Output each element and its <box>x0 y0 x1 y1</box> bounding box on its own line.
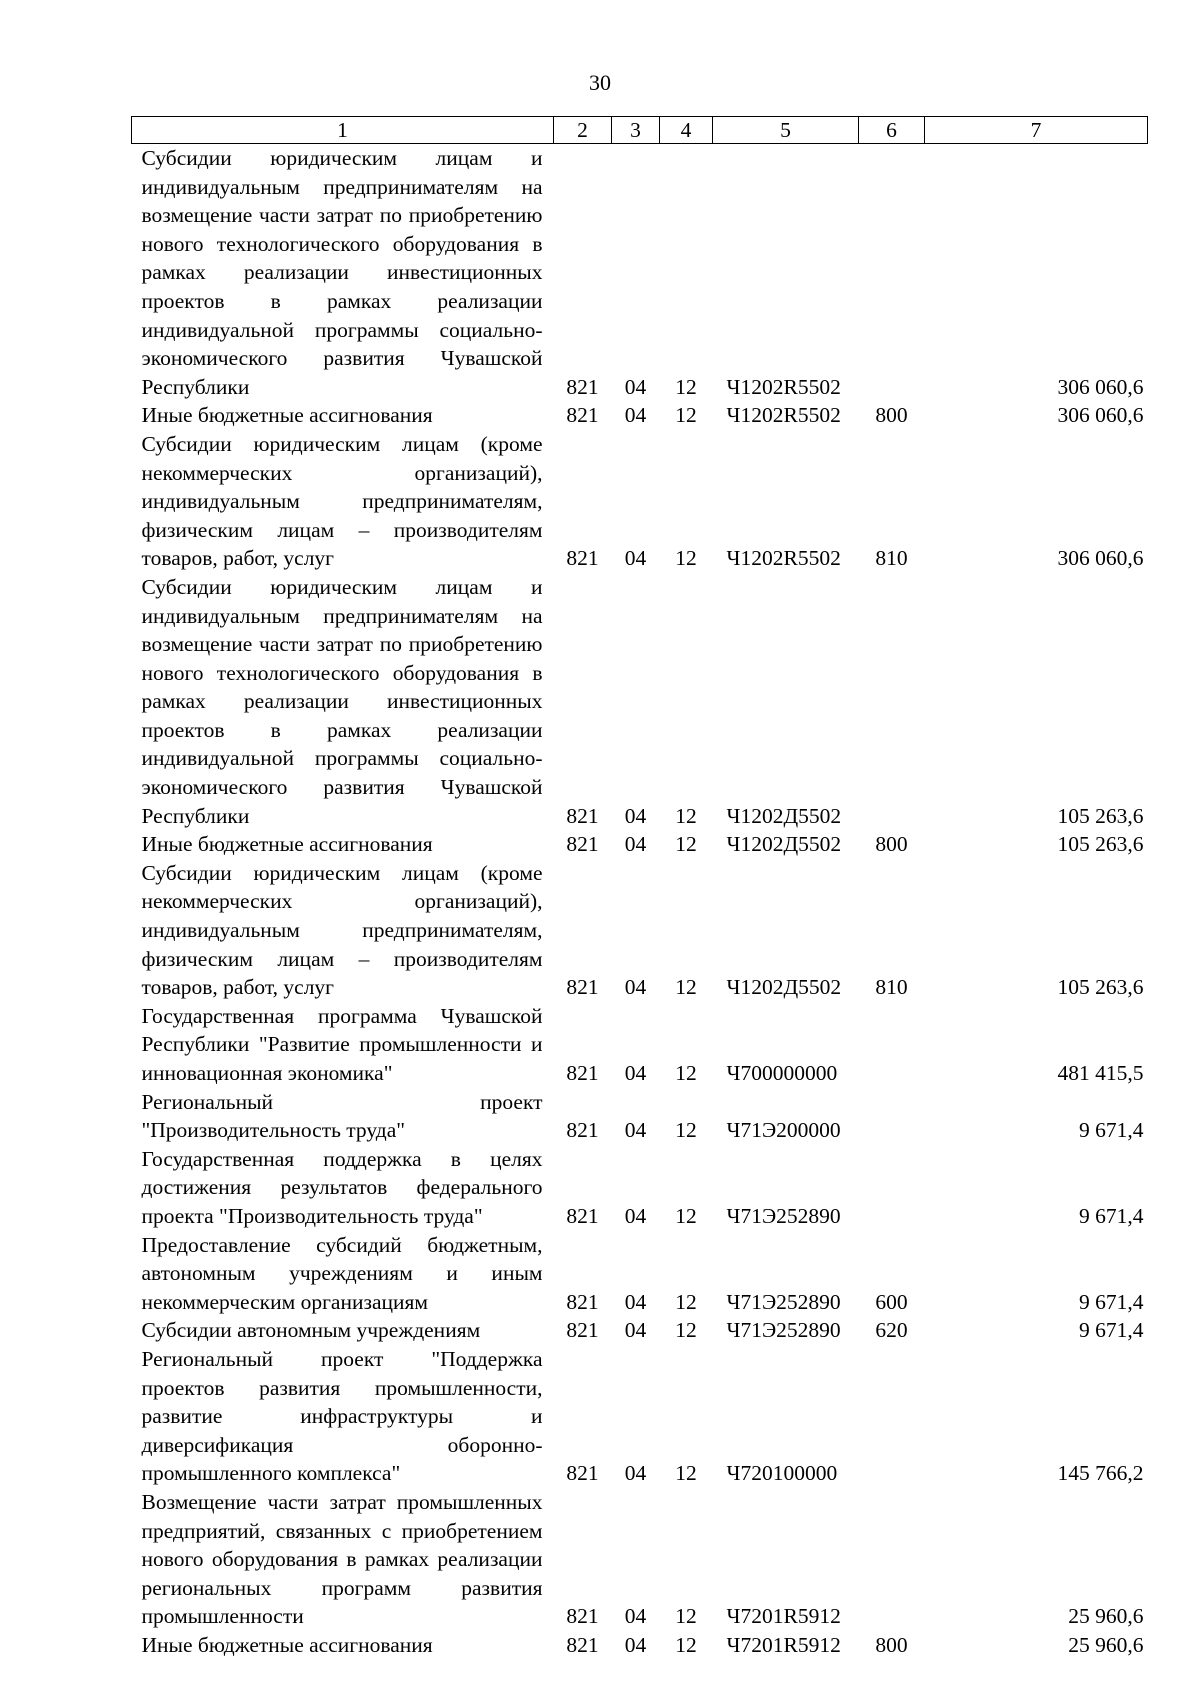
row-expense-type-cell: 810 <box>875 975 908 1000</box>
row-section-cell: 04 <box>624 832 647 857</box>
row-amount-cell: 105 263,6 <box>1057 803 1144 828</box>
row-expense-type-cell <box>859 573 925 830</box>
row-target-article-cell: Ч1202Д5502 <box>726 832 842 857</box>
row-subsection-cell: 12 <box>675 1318 697 1343</box>
row-name-cell: Предоставление субсидий бюджетным, автономным учреждениям и иным некоммерческим организациям <box>141 1232 543 1314</box>
budget-table <box>131 116 1148 1659</box>
row-subsection-cell: 12 <box>675 1203 697 1228</box>
row-amount-cell: 9 671,4 <box>1079 1203 1144 1228</box>
row-expense-type-cell <box>859 1145 925 1231</box>
table-row <box>132 144 1148 402</box>
row-section-cell: 04 <box>624 1203 647 1228</box>
row-expense-type-cell: 620 <box>875 1318 908 1343</box>
table-row <box>132 830 1148 859</box>
header-col-2: 2 <box>554 117 612 144</box>
row-section-cell: 04 <box>624 1061 647 1085</box>
row-name-cell: Государственная программа Чувашской Республики "Развитие промышленности и инновационная экономика" <box>141 1003 543 1085</box>
row-code-cell: 821 <box>566 1632 599 1657</box>
row-expense-type-cell: 800 <box>875 832 908 857</box>
table-row <box>132 1088 1148 1145</box>
row-subsection-cell: 12 <box>675 1632 697 1657</box>
row-subsection-cell: 12 <box>675 403 697 428</box>
row-target-article-cell: Ч1202R5502 <box>726 403 841 428</box>
row-amount-cell: 481 415,5 <box>1057 1061 1144 1085</box>
row-code-cell: 821 <box>566 1061 599 1085</box>
row-name-cell: Субсидии юридическим лицам (кроме некоммерческих организаций), индивидуальным предпринимателям, физическим лицам – производителям товаров, работ, услуг <box>141 860 543 1000</box>
row-section-cell: 04 <box>624 1118 647 1143</box>
table-body <box>132 144 1148 1660</box>
row-expense-type-cell <box>859 144 925 402</box>
row-target-article-cell: Ч7201R5912 <box>726 1632 841 1657</box>
row-name-cell: Возмещение части затрат промышленных предприятий, связанных с приобретением нового оборудования в рамках реализации региональных программ развития промышленности <box>141 1489 543 1629</box>
row-code-cell: 821 <box>566 1604 599 1629</box>
table-row <box>132 1316 1148 1345</box>
header-col-5: 5 <box>713 117 859 144</box>
table-row <box>132 1231 1148 1317</box>
row-expense-type-cell <box>859 1345 925 1488</box>
row-target-article-cell: Ч1202R5502 <box>726 374 841 399</box>
row-section-cell: 04 <box>624 975 647 1000</box>
row-target-article-cell: Ч720100000 <box>726 1461 838 1486</box>
row-amount-cell: 145 766,2 <box>1057 1461 1144 1486</box>
table-header <box>132 117 1148 144</box>
row-amount-cell: 306 060,6 <box>1057 546 1144 571</box>
row-amount-cell: 25 960,6 <box>1068 1632 1144 1657</box>
header-col-6: 6 <box>859 117 925 144</box>
row-expense-type-cell: 810 <box>875 546 908 571</box>
row-target-article-cell: Ч71Э252890 <box>726 1289 841 1314</box>
row-subsection-cell: 12 <box>675 1289 697 1314</box>
table-row <box>132 1488 1148 1631</box>
table-row <box>132 859 1148 1002</box>
row-section-cell: 04 <box>624 1289 647 1314</box>
row-code-cell: 821 <box>566 832 599 857</box>
table-row <box>132 1002 1148 1088</box>
row-subsection-cell: 12 <box>675 1604 697 1629</box>
table-row <box>132 430 1148 573</box>
row-section-cell: 04 <box>624 546 647 571</box>
row-name-cell: Иные бюджетные ассигнования <box>141 1632 433 1657</box>
row-name-cell: Иные бюджетные ассигнования <box>141 403 433 428</box>
row-section-cell: 04 <box>624 403 647 428</box>
row-amount-cell: 306 060,6 <box>1057 374 1144 399</box>
row-code-cell: 821 <box>566 374 599 399</box>
row-name-cell: Субсидии автономным учреждениям <box>141 1318 481 1343</box>
page-number: 30 <box>589 70 611 95</box>
row-target-article-cell: Ч1202Д5502 <box>726 975 842 1000</box>
row-subsection-cell: 12 <box>675 546 697 571</box>
row-code-cell: 821 <box>566 803 599 828</box>
row-subsection-cell: 12 <box>675 1118 697 1143</box>
row-target-article-cell: Ч71Э252890 <box>726 1318 841 1343</box>
row-expense-type-cell: 800 <box>875 403 908 428</box>
row-code-cell: 821 <box>566 975 599 1000</box>
header-col-1: 1 <box>132 117 554 144</box>
row-target-article-cell: Ч700000000 <box>726 1061 838 1085</box>
row-target-article-cell: Ч71Э252890 <box>726 1203 841 1228</box>
row-amount-cell: 105 263,6 <box>1057 975 1144 1000</box>
row-section-cell: 04 <box>624 1604 647 1629</box>
table-row <box>132 1145 1148 1231</box>
row-subsection-cell: 12 <box>675 1061 697 1085</box>
header-row <box>132 117 1148 144</box>
row-section-cell: 04 <box>624 374 647 399</box>
table-row <box>132 573 1148 830</box>
row-subsection-cell: 12 <box>675 803 697 828</box>
row-code-cell: 821 <box>566 1118 599 1143</box>
row-expense-type-cell <box>859 1488 925 1631</box>
table-row <box>132 401 1148 430</box>
row-name-cell: Региональный проект "Производительность труда" <box>141 1089 543 1143</box>
header-col-3: 3 <box>612 117 660 144</box>
row-subsection-cell: 12 <box>675 832 697 857</box>
row-amount-cell: 306 060,6 <box>1057 403 1144 428</box>
row-target-article-cell: Ч71Э200000 <box>726 1118 841 1143</box>
row-code-cell: 821 <box>566 546 599 571</box>
row-code-cell: 821 <box>566 403 599 428</box>
row-name-cell: Региональный проект "Поддержка проектов развития промышленности, развитие инфраструктуры и диверсификация оборонно-промышленного комплекса" <box>141 1346 543 1486</box>
table-row <box>132 1345 1148 1488</box>
row-subsection-cell: 12 <box>675 374 697 399</box>
row-amount-cell: 9 671,4 <box>1079 1289 1144 1314</box>
row-amount-cell: 25 960,6 <box>1068 1604 1144 1629</box>
row-name-cell: Субсидии юридическим лицам (кроме некоммерческих организаций), индивидуальным предпринимателям, физическим лицам – производителям товаров, работ, услуг <box>141 431 543 571</box>
row-expense-type-cell <box>859 1088 925 1145</box>
row-code-cell: 821 <box>566 1203 599 1228</box>
row-section-cell: 04 <box>624 803 647 828</box>
row-amount-cell: 9 671,4 <box>1079 1118 1144 1143</box>
row-section-cell: 04 <box>624 1318 647 1343</box>
row-amount-cell: 9 671,4 <box>1079 1318 1144 1343</box>
row-subsection-cell: 12 <box>675 1461 697 1486</box>
row-expense-type-cell: 800 <box>875 1632 908 1657</box>
row-expense-type-cell <box>859 1002 925 1088</box>
row-section-cell: 04 <box>624 1632 647 1657</box>
table-row <box>132 1631 1148 1660</box>
row-name-cell: Иные бюджетные ассигнования <box>141 832 433 857</box>
row-subsection-cell: 12 <box>675 975 697 1000</box>
row-code-cell: 821 <box>566 1318 599 1343</box>
row-code-cell: 821 <box>566 1289 599 1314</box>
row-code-cell: 821 <box>566 1461 599 1486</box>
header-col-7: 7 <box>925 117 1148 144</box>
row-name-cell: Субсидии юридическим лицам и индивидуальным предпринимателям на возмещение части затрат по приобретению нового технологического оборудования в рамках реализации инвестиционных проектов в рамках реализации индивидуальной программы социально-экономического развития Чувашской Республики <box>141 146 543 399</box>
header-col-4: 4 <box>660 117 713 144</box>
row-section-cell: 04 <box>624 1461 647 1486</box>
row-name-cell: Субсидии юридическим лицам и индивидуальным предпринимателям на возмещение части затрат по приобретению нового технологического оборудования в рамках реализации инвестиционных проектов в рамках реализации индивидуальной программы социально-экономического развития Чувашской Республики <box>141 574 543 828</box>
row-name-cell: Государственная поддержка в целях достижения результатов федерального проекта "Производительность труда" <box>141 1146 543 1228</box>
row-target-article-cell: Ч1202R5502 <box>726 546 841 571</box>
row-target-article-cell: Ч1202Д5502 <box>726 803 842 828</box>
row-target-article-cell: Ч7201R5912 <box>726 1604 841 1629</box>
row-amount-cell: 105 263,6 <box>1057 832 1144 857</box>
row-expense-type-cell: 600 <box>875 1289 908 1314</box>
